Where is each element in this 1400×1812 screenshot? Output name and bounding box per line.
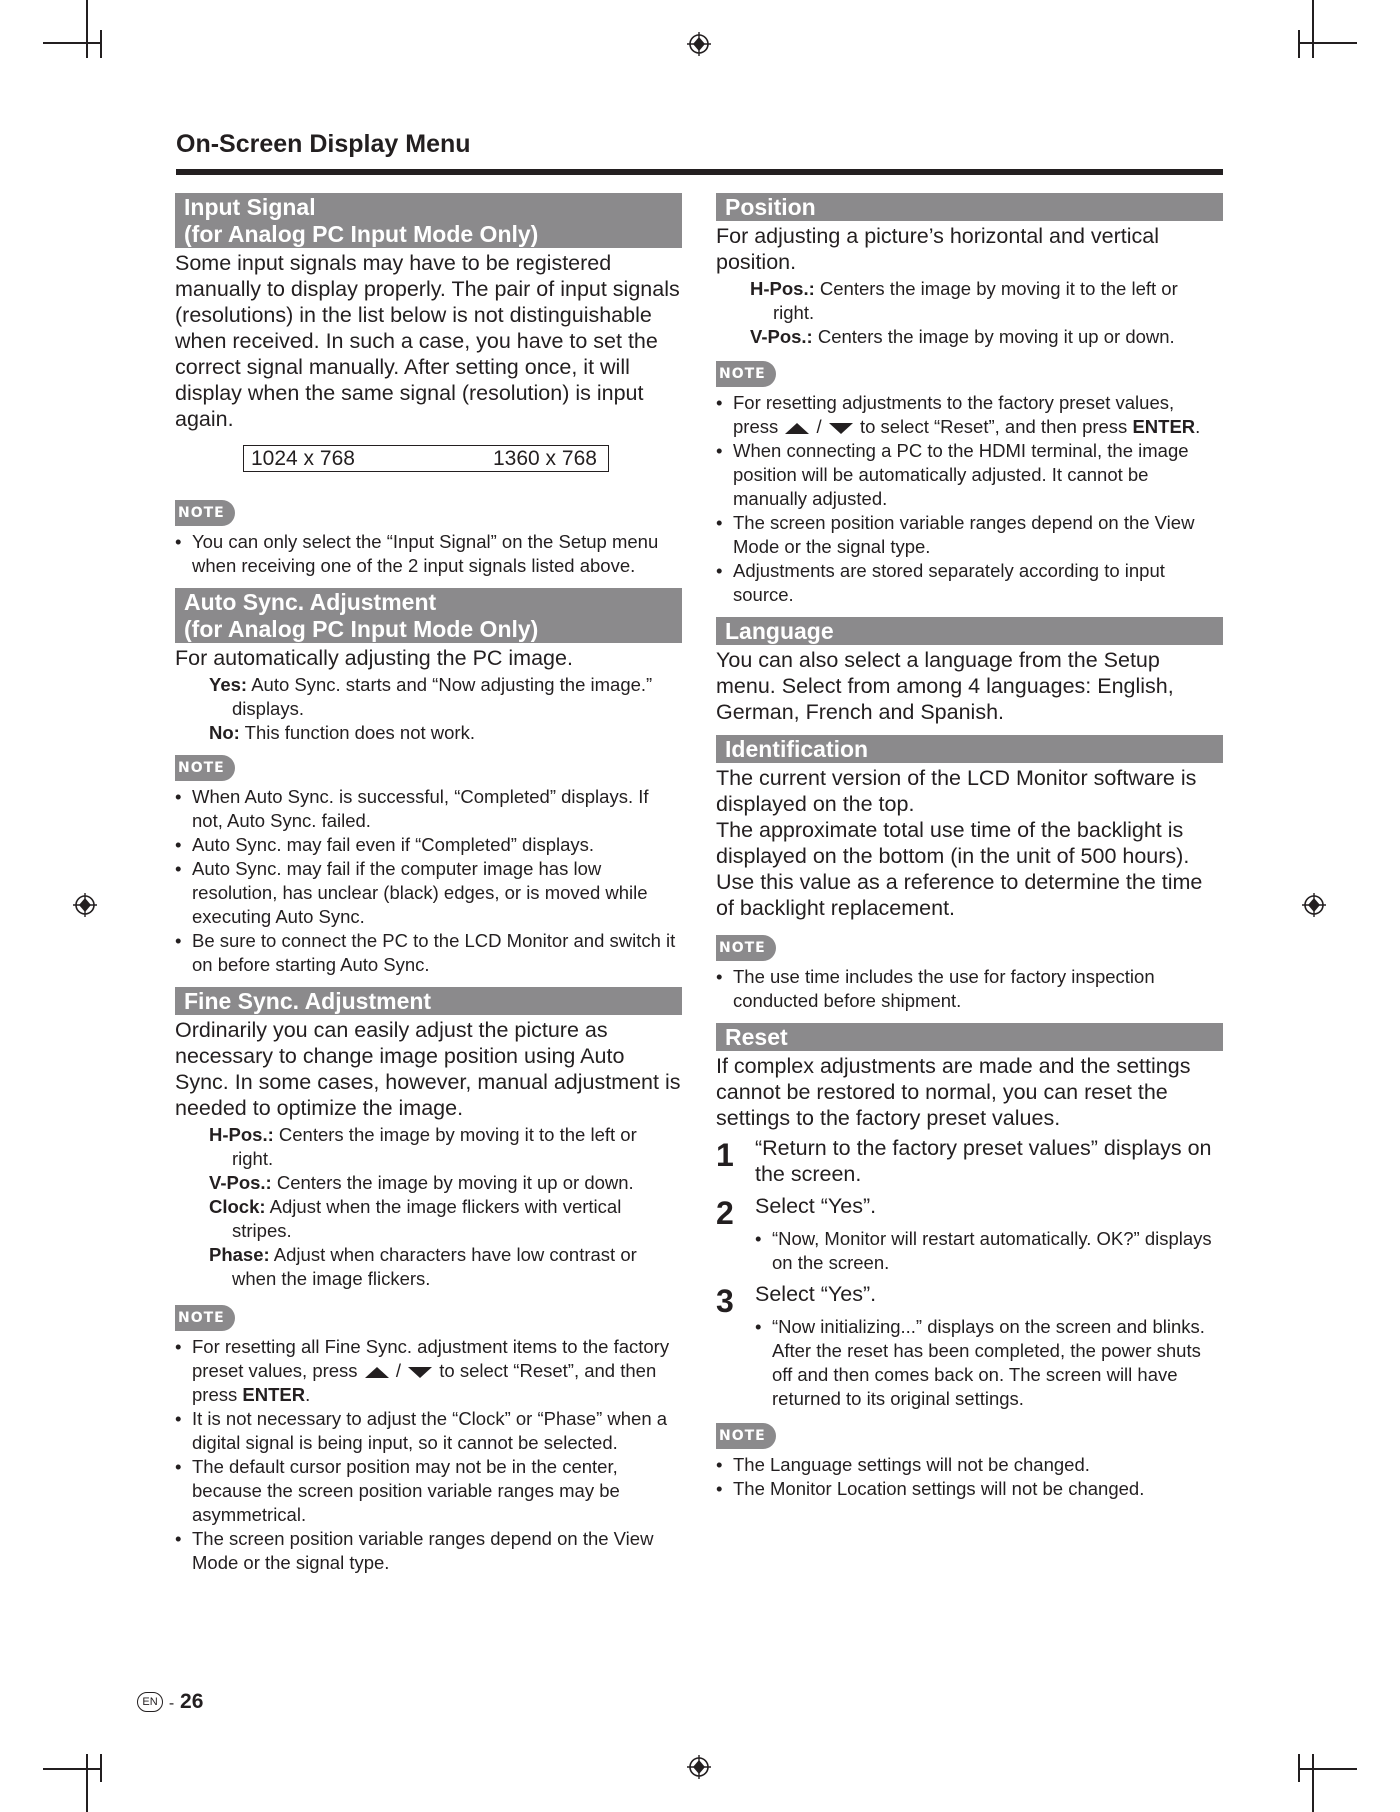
definition-text: Centers the image by moving it to the left or right. xyxy=(773,278,1178,323)
enter-key-label: ENTER xyxy=(1132,416,1196,437)
down-arrow-icon xyxy=(408,1367,432,1378)
step-text: Select “Yes”. xyxy=(755,1282,877,1306)
step-item xyxy=(716,1135,1223,1187)
note-text: For resetting all Fine Sync. adjustment items to the factory preset values, press xyxy=(192,1336,670,1381)
note-slash: / xyxy=(395,1360,401,1381)
footer-separator: - xyxy=(168,1695,175,1712)
definition-list xyxy=(175,673,682,745)
note-badge: NOTE xyxy=(175,1305,235,1331)
registration-mark-icon xyxy=(1302,893,1326,917)
crop-mark xyxy=(1312,0,1314,58)
step-sub-item: • “Now, Monitor will restart automatically. OK?” displays on the screen. xyxy=(755,1227,1223,1275)
identification-section xyxy=(716,735,1223,1013)
step-sub-list xyxy=(755,1227,1223,1275)
note-item: • The default cursor position may not be in the center, because the screen position variable ranges may be asymmetrical. xyxy=(175,1455,682,1527)
note-list xyxy=(175,1335,682,1575)
definition-item xyxy=(175,1243,682,1291)
identification-heading: Identification xyxy=(716,735,1223,763)
note-item: • The screen position variable ranges depend on the View Mode or the signal type. xyxy=(716,511,1223,559)
note-item: • The screen position variable ranges depend on the View Mode or the signal type. xyxy=(175,1527,682,1575)
definition-term: H-Pos.: xyxy=(209,1124,274,1145)
definition-item xyxy=(716,325,1223,349)
definition-term: No: xyxy=(209,722,240,743)
note-item xyxy=(716,391,1223,439)
note-period: . xyxy=(305,1384,311,1405)
step-text: Select “Yes”. xyxy=(755,1194,877,1218)
identification-body-2: The approximate total use time of the backlight is displayed on the bottom (in the unit of 500 hours). Use this value as a reference to determine the time of backlight replacement. xyxy=(716,818,1203,920)
note-item: • You can only select the “Input Signal” on the Setup menu when receiving one of the 2 input signals listed above. xyxy=(175,530,682,578)
auto-sync-section xyxy=(175,588,682,977)
input-signal-heading xyxy=(175,193,682,248)
definition-text: This function does not work. xyxy=(244,722,475,743)
definition-text: Adjust when the image flickers with vertical stripes. xyxy=(232,1196,622,1241)
page-title: On-Screen Display Menu xyxy=(176,130,471,158)
language-section xyxy=(716,617,1223,725)
note-text: For resetting adjustments to the factory preset values, press xyxy=(733,392,1175,437)
resolution-a: 1024 x 768 xyxy=(251,447,355,470)
registration-mark-icon xyxy=(687,1755,711,1779)
note-text: to select “Reset”, and then press xyxy=(192,1360,657,1405)
note-badge: NOTE xyxy=(716,1423,776,1449)
definition-term: Yes: xyxy=(209,674,248,695)
note-badge: NOTE xyxy=(175,755,235,781)
definition-text: Auto Sync. starts and “Now adjusting the image.” displays. xyxy=(232,674,653,719)
note-item: • Adjustments are stored separately according to input source. xyxy=(716,559,1223,607)
reset-heading: Reset xyxy=(716,1023,1223,1051)
crop-mark xyxy=(1298,30,1300,58)
step-number: 1 xyxy=(716,1137,734,1173)
definition-term: Clock: xyxy=(209,1196,266,1217)
step-item xyxy=(716,1281,1223,1411)
language-body: You can also select a language from the Setup menu. Select from among 4 languages: English, German, French and Spanish. xyxy=(716,648,1174,724)
reset-body: If complex adjustments are made and the settings cannot be restored to normal, you can reset the settings to the factory preset values. xyxy=(716,1054,1191,1130)
registration-mark-icon xyxy=(73,893,97,917)
step-text: “Return to the factory preset values” displays on the screen. xyxy=(755,1136,1212,1186)
note-item: • It is not necessary to adjust the “Clock” or “Phase” when a digital signal is being input, so it cannot be selected. xyxy=(175,1407,682,1455)
fine-sync-section xyxy=(175,987,682,1575)
definition-item xyxy=(175,721,682,745)
right-column xyxy=(716,193,1223,1501)
language-code-badge: EN xyxy=(137,1692,163,1712)
note-item: • The use time includes the use for factory inspection conducted before shipment. xyxy=(716,965,1223,1013)
definition-item xyxy=(175,673,682,721)
note-badge: NOTE xyxy=(716,361,776,387)
definition-list xyxy=(175,1123,682,1291)
note-slash: / xyxy=(816,416,822,437)
up-arrow-icon xyxy=(365,1367,389,1378)
resolution-b: 1360 x 768 xyxy=(493,447,597,470)
enter-key-label: ENTER xyxy=(242,1384,306,1405)
note-item: • When Auto Sync. is successful, “Completed” displays. If not, Auto Sync. failed. xyxy=(175,785,682,833)
position-body: For adjusting a picture’s horizontal and vertical position. xyxy=(716,224,1159,274)
auto-sync-heading-line2: (for Analog PC Input Mode Only) xyxy=(184,616,539,642)
crop-mark xyxy=(100,1754,102,1782)
step-number: 3 xyxy=(716,1283,734,1319)
auto-sync-body: For automatically adjusting the PC image. xyxy=(175,646,573,670)
input-signal-section xyxy=(175,193,682,578)
input-signal-body: Some input signals may have to be registered manually to display properly. The pair of input signals (resolutions) in the list below is not distinguishable when received. In such a case, you have to set the correct signal manually. After setting once, it will display when the same signal (resolution) is input again. xyxy=(175,251,680,431)
definition-term: V-Pos.: xyxy=(209,1172,272,1193)
step-sub-list xyxy=(755,1315,1223,1411)
registration-mark-icon xyxy=(687,32,711,56)
crop-mark xyxy=(1298,1754,1300,1782)
definition-text: Centers the image by moving it to the left or right. xyxy=(232,1124,637,1169)
definition-term: V-Pos.: xyxy=(750,326,813,347)
note-item: • Be sure to connect the PC to the LCD Monitor and switch it on before starting Auto Sync. xyxy=(175,929,682,977)
auto-sync-heading xyxy=(175,588,682,643)
definition-list xyxy=(716,277,1223,349)
definition-item xyxy=(716,277,1223,325)
crop-mark xyxy=(100,30,102,58)
definition-text: Centers the image by moving it up or down. xyxy=(817,326,1175,347)
crop-mark xyxy=(43,1768,100,1770)
definition-term: H-Pos.: xyxy=(750,278,815,299)
note-list xyxy=(716,391,1223,607)
fine-sync-heading: Fine Sync. Adjustment xyxy=(175,987,682,1015)
note-item: • The Monitor Location settings will not be changed. xyxy=(716,1477,1223,1501)
definition-term: Phase: xyxy=(209,1244,270,1265)
page-footer xyxy=(137,1690,203,1714)
note-item: • The Language settings will not be changed. xyxy=(716,1453,1223,1477)
title-rule xyxy=(176,169,1223,175)
crop-mark xyxy=(1300,42,1357,44)
definition-text: Centers the image by moving it up or down. xyxy=(276,1172,634,1193)
identification-body-1: The current version of the LCD Monitor software is displayed on the top. xyxy=(716,766,1197,816)
reset-steps xyxy=(716,1135,1223,1411)
definition-item xyxy=(175,1195,682,1243)
page-number: 26 xyxy=(180,1690,204,1713)
note-list xyxy=(175,530,682,578)
step-item xyxy=(716,1193,1223,1275)
definition-item xyxy=(175,1171,682,1195)
note-list xyxy=(716,965,1223,1013)
auto-sync-heading-line1: Auto Sync. Adjustment xyxy=(184,589,437,615)
note-list xyxy=(175,785,682,977)
crop-mark xyxy=(86,1754,88,1812)
position-section xyxy=(716,193,1223,607)
up-arrow-icon xyxy=(785,423,809,434)
note-text: to select “Reset”, and then press xyxy=(859,416,1128,437)
note-item xyxy=(175,1335,682,1407)
down-arrow-icon xyxy=(829,423,853,434)
definition-item xyxy=(175,1123,682,1171)
note-list xyxy=(716,1453,1223,1501)
crop-mark xyxy=(43,42,100,44)
note-item: • Auto Sync. may fail if the computer image has low resolution, has unclear (black) edges, or is moved while executing Auto Sync. xyxy=(175,857,682,929)
note-badge: NOTE xyxy=(175,500,235,526)
left-column xyxy=(175,193,682,1575)
reset-section xyxy=(716,1023,1223,1501)
step-sub-item: • “Now initializing...” displays on the screen and blinks. After the reset has been completed, the power shuts off and then comes back on. The screen will have returned to its original settings. xyxy=(755,1315,1223,1411)
note-badge: NOTE xyxy=(716,935,776,961)
crop-mark xyxy=(1312,1754,1314,1812)
fine-sync-body: Ordinarily you can easily adjust the picture as necessary to change image position using Auto Sync. In some cases, however, manual adjustment is needed to optimize the image. xyxy=(175,1018,681,1120)
note-item: • When connecting a PC to the HDMI terminal, the image position will be automatically adjusted. It cannot be manually adjusted. xyxy=(716,439,1223,511)
crop-mark xyxy=(86,0,88,58)
position-heading: Position xyxy=(716,193,1223,221)
note-item: • Auto Sync. may fail even if “Completed” displays. xyxy=(175,833,682,857)
language-heading: Language xyxy=(716,617,1223,645)
input-signal-heading-line2: (for Analog PC Input Mode Only) xyxy=(184,221,539,247)
step-number: 2 xyxy=(716,1195,734,1231)
definition-text: Adjust when characters have low contrast or when the image flickers. xyxy=(232,1244,637,1289)
note-period: . xyxy=(1195,416,1201,437)
crop-mark xyxy=(1300,1768,1357,1770)
input-signal-heading-line1: Input Signal xyxy=(184,194,316,220)
resolution-box xyxy=(243,445,609,472)
